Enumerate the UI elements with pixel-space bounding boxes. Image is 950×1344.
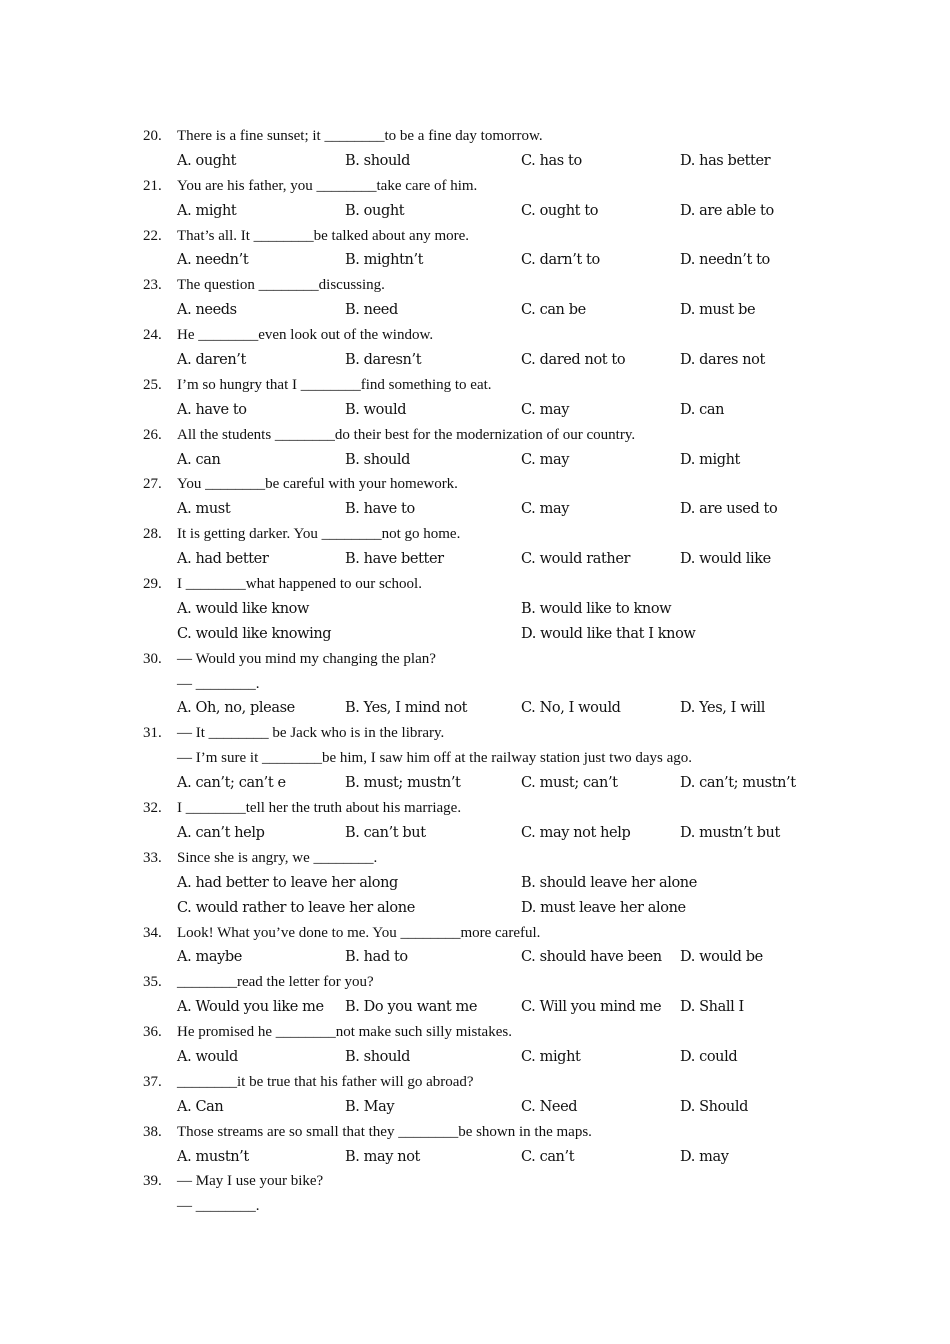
answer-option: B. may not (345, 1148, 420, 1165)
answer-option: C. has to (521, 152, 582, 169)
answer-option: D. would like that I know (521, 625, 696, 642)
answer-option: B. ought (345, 202, 405, 219)
answer-option: C. must; can’t (521, 775, 618, 792)
question-number: 24. (143, 327, 162, 344)
answer-option: C. No, I would (521, 700, 621, 717)
question-stem-line (0, 721, 950, 746)
question-stem-line (0, 1169, 950, 1194)
options-row (0, 696, 950, 721)
answer-option: B. can’t but (345, 824, 426, 841)
question-text: He ________even look out of the window. (177, 327, 434, 344)
question-stem-line (0, 373, 950, 398)
question-number: 27. (143, 476, 162, 493)
question-text: You ________be careful with your homework. (177, 476, 458, 493)
options-row (0, 995, 950, 1020)
options-row (0, 547, 950, 572)
answer-option: A. Would you like me (177, 999, 324, 1016)
answer-option: A. would (177, 1048, 238, 1065)
answer-option: B. Yes, I mind not (345, 700, 468, 717)
question-text: That’s all. It ________be talked about any more. (177, 227, 470, 244)
question-text: All the students ________do their best for the modernization of our country. (177, 426, 636, 443)
answer-option: D. may (680, 1148, 729, 1165)
answer-option: D. would like (680, 551, 771, 568)
options-row (0, 497, 950, 522)
answer-option: A. needs (177, 302, 237, 319)
options-row (0, 248, 950, 273)
question-number: 28. (143, 526, 162, 543)
question-block (0, 423, 950, 473)
question-number: 25. (143, 376, 162, 393)
answer-option: C. may (521, 451, 569, 468)
worksheet-page (0, 124, 950, 1219)
options-row (0, 597, 950, 622)
answer-option: D. must leave her alone (521, 899, 686, 916)
answer-option: C. can be (521, 302, 586, 319)
question-number: 34. (143, 924, 162, 941)
options-row (0, 871, 950, 896)
answer-option: D. would be (680, 949, 763, 966)
question-stem-line (0, 921, 950, 946)
answer-option: D. needn’t to (680, 252, 770, 269)
question-block (0, 1020, 950, 1070)
question-stem-line (0, 1020, 950, 1045)
options-row (0, 945, 950, 970)
question-text: The question ________discussing. (177, 277, 385, 294)
question-stem-line (0, 1120, 950, 1145)
question-text: — ________. (177, 675, 260, 692)
question-text: Look! What you’ve done to me. You ________more careful. (177, 924, 541, 941)
options-row (0, 1095, 950, 1120)
answer-option: D. dares not (680, 352, 765, 369)
question-block (0, 1120, 950, 1170)
answer-option: A. Can (177, 1098, 224, 1115)
answer-option: D. Should (680, 1098, 748, 1115)
question-number: 32. (143, 800, 162, 817)
options-row (0, 298, 950, 323)
question-text: He promised he ________not make such silly mistakes. (177, 1024, 512, 1041)
options-row (0, 771, 950, 796)
question-text: — I’m sure it ________be him, I saw him off at the railway station just two days ago. (177, 750, 693, 767)
question-number: 37. (143, 1073, 162, 1090)
answer-option: B. need (345, 302, 398, 319)
question-number: 29. (143, 576, 162, 593)
question-stem-line (0, 124, 950, 149)
question-text: I ________tell her the truth about his marriage. (177, 800, 462, 817)
answer-option: C. Will you mind me (521, 999, 662, 1016)
answer-option: D. could (680, 1048, 738, 1065)
answer-option: A. ought (177, 152, 237, 169)
question-number: 22. (143, 227, 162, 244)
answer-option: D. has better (680, 152, 771, 169)
question-text: Those streams are so small that they ________be shown in the maps. (177, 1123, 592, 1140)
answer-option: B. had to (345, 949, 408, 966)
question-stem-line (0, 522, 950, 547)
question-block (0, 970, 950, 1020)
question-block (0, 921, 950, 971)
question-text: It is getting darker. You ________not go home. (177, 526, 461, 543)
question-block (0, 647, 950, 722)
question-block (0, 323, 950, 373)
answer-option: C. should have been (521, 949, 662, 966)
answer-option: B. would (345, 401, 407, 418)
answer-option: D. can (680, 401, 725, 418)
question-text: I’m so hungry that I ________find something to eat. (177, 376, 492, 393)
question-block (0, 224, 950, 274)
question-text: — May I use your bike? (177, 1173, 324, 1190)
answer-option: C. dared not to (521, 352, 626, 369)
answer-option: C. would rather to leave her alone (177, 899, 415, 916)
question-number: 33. (143, 849, 162, 866)
answer-option: B. must; mustn’t (345, 775, 461, 792)
answer-option: A. had better (177, 551, 269, 568)
question-block (0, 373, 950, 423)
answer-option: D. Yes, I will (680, 700, 765, 717)
question-stem-line (0, 273, 950, 298)
question-number: 38. (143, 1123, 162, 1140)
question-stem-line (0, 846, 950, 871)
answer-option: A. had better to leave her along (177, 874, 398, 891)
question-number: 20. (143, 128, 162, 144)
answer-option: A. must (177, 501, 231, 518)
answer-option: A. can (177, 451, 221, 468)
question-number: 31. (143, 725, 162, 742)
question-text: ________it be true that his father will go abroad? (177, 1073, 474, 1090)
question-number: 39. (143, 1173, 162, 1190)
answer-option: D. might (680, 451, 740, 468)
question-stem-line (0, 472, 950, 497)
question-text: ________read the letter for you? (177, 974, 374, 991)
question-number: 26. (143, 426, 162, 443)
options-row (0, 896, 950, 921)
question-continuation-line (0, 672, 950, 697)
question-text: There is a fine sunset; it ________to be a fine day tomorrow. (177, 128, 543, 144)
answer-option: C. may (521, 401, 569, 418)
options-row (0, 1045, 950, 1070)
answer-option: A. can’t help (177, 824, 265, 841)
question-block (0, 721, 950, 796)
answer-option: B. have to (345, 501, 415, 518)
answer-option: D. can’t; mustn’t (680, 775, 796, 792)
question-text: I ________what happened to our school. (177, 576, 422, 593)
question-stem-line (0, 323, 950, 348)
question-number: 21. (143, 177, 162, 194)
question-stem-line (0, 647, 950, 672)
answer-option: C. ought to (521, 202, 599, 219)
answer-option: C. Need (521, 1098, 578, 1115)
question-text: — Would you mind my changing the plan? (177, 650, 436, 667)
options-row (0, 622, 950, 647)
answer-option: A. have to (177, 401, 247, 418)
question-number: 23. (143, 277, 162, 294)
options-row (0, 398, 950, 423)
answer-option: A. would like know (177, 600, 310, 617)
answer-option: C. may (521, 501, 569, 518)
question-text: — It ________ be Jack who is in the library. (177, 725, 445, 742)
answer-option: C. darn’t to (521, 252, 600, 269)
question-block (0, 1169, 950, 1219)
question-text: — ________. (177, 1198, 260, 1215)
answer-option: A. daren’t (177, 352, 246, 369)
answer-option: D. Shall I (680, 999, 744, 1016)
question-stem-line (0, 970, 950, 995)
answer-option: C. would rather (521, 551, 631, 568)
answer-option: B. should (345, 152, 411, 169)
options-row (0, 821, 950, 846)
question-block (0, 572, 950, 647)
question-number: 36. (143, 1024, 162, 1041)
question-stem-line (0, 224, 950, 249)
question-stem-line (0, 572, 950, 597)
question-block (0, 1070, 950, 1120)
question-block (0, 174, 950, 224)
question-stem-line (0, 796, 950, 821)
options-row (0, 1145, 950, 1170)
answer-option: C. would like knowing (177, 625, 332, 642)
question-block (0, 846, 950, 921)
question-number: 30. (143, 650, 162, 667)
question-stem-line (0, 174, 950, 199)
question-stem-line (0, 1070, 950, 1095)
answer-option: B. Do you want me (345, 999, 478, 1016)
answer-option: B. would like to know (521, 600, 672, 617)
answer-option: A. can’t; can’t e (177, 775, 286, 792)
answer-option: B. daresn’t (345, 352, 422, 369)
answer-option: B. should leave her alone (521, 874, 697, 891)
options-row (0, 149, 950, 174)
question-continuation-line (0, 746, 950, 771)
question-continuation-line (0, 1194, 950, 1219)
answer-option: A. mustn’t (177, 1148, 249, 1165)
question-block (0, 522, 950, 572)
answer-option: A. needn’t (177, 252, 249, 269)
answer-option: D. must be (680, 302, 756, 319)
question-text: You are his father, you ________take care of him. (177, 177, 478, 194)
question-block (0, 124, 950, 174)
answer-option: D. mustn’t but (680, 824, 780, 841)
question-block (0, 796, 950, 846)
answer-option: B. have better (345, 551, 444, 568)
answer-option: B. mightn’t (345, 252, 424, 269)
answer-option: B. should (345, 451, 411, 468)
answer-option: D. are able to (680, 202, 774, 219)
answer-option: A. might (177, 202, 237, 219)
answer-option: C. might (521, 1048, 581, 1065)
answer-option: D. are used to (680, 501, 778, 518)
question-number: 35. (143, 974, 162, 991)
answer-option: B. May (345, 1098, 395, 1115)
options-row (0, 448, 950, 473)
question-stem-line (0, 423, 950, 448)
question-block (0, 472, 950, 522)
answer-option: A. maybe (177, 949, 242, 966)
options-row (0, 348, 950, 373)
options-row (0, 199, 950, 224)
answer-option: C. may not help (521, 824, 631, 841)
question-block (0, 273, 950, 323)
question-text: Since she is angry, we ________. (177, 849, 378, 866)
answer-option: C. can’t (521, 1148, 575, 1165)
answer-option: B. should (345, 1048, 411, 1065)
answer-option: A. Oh, no, please (177, 700, 295, 717)
